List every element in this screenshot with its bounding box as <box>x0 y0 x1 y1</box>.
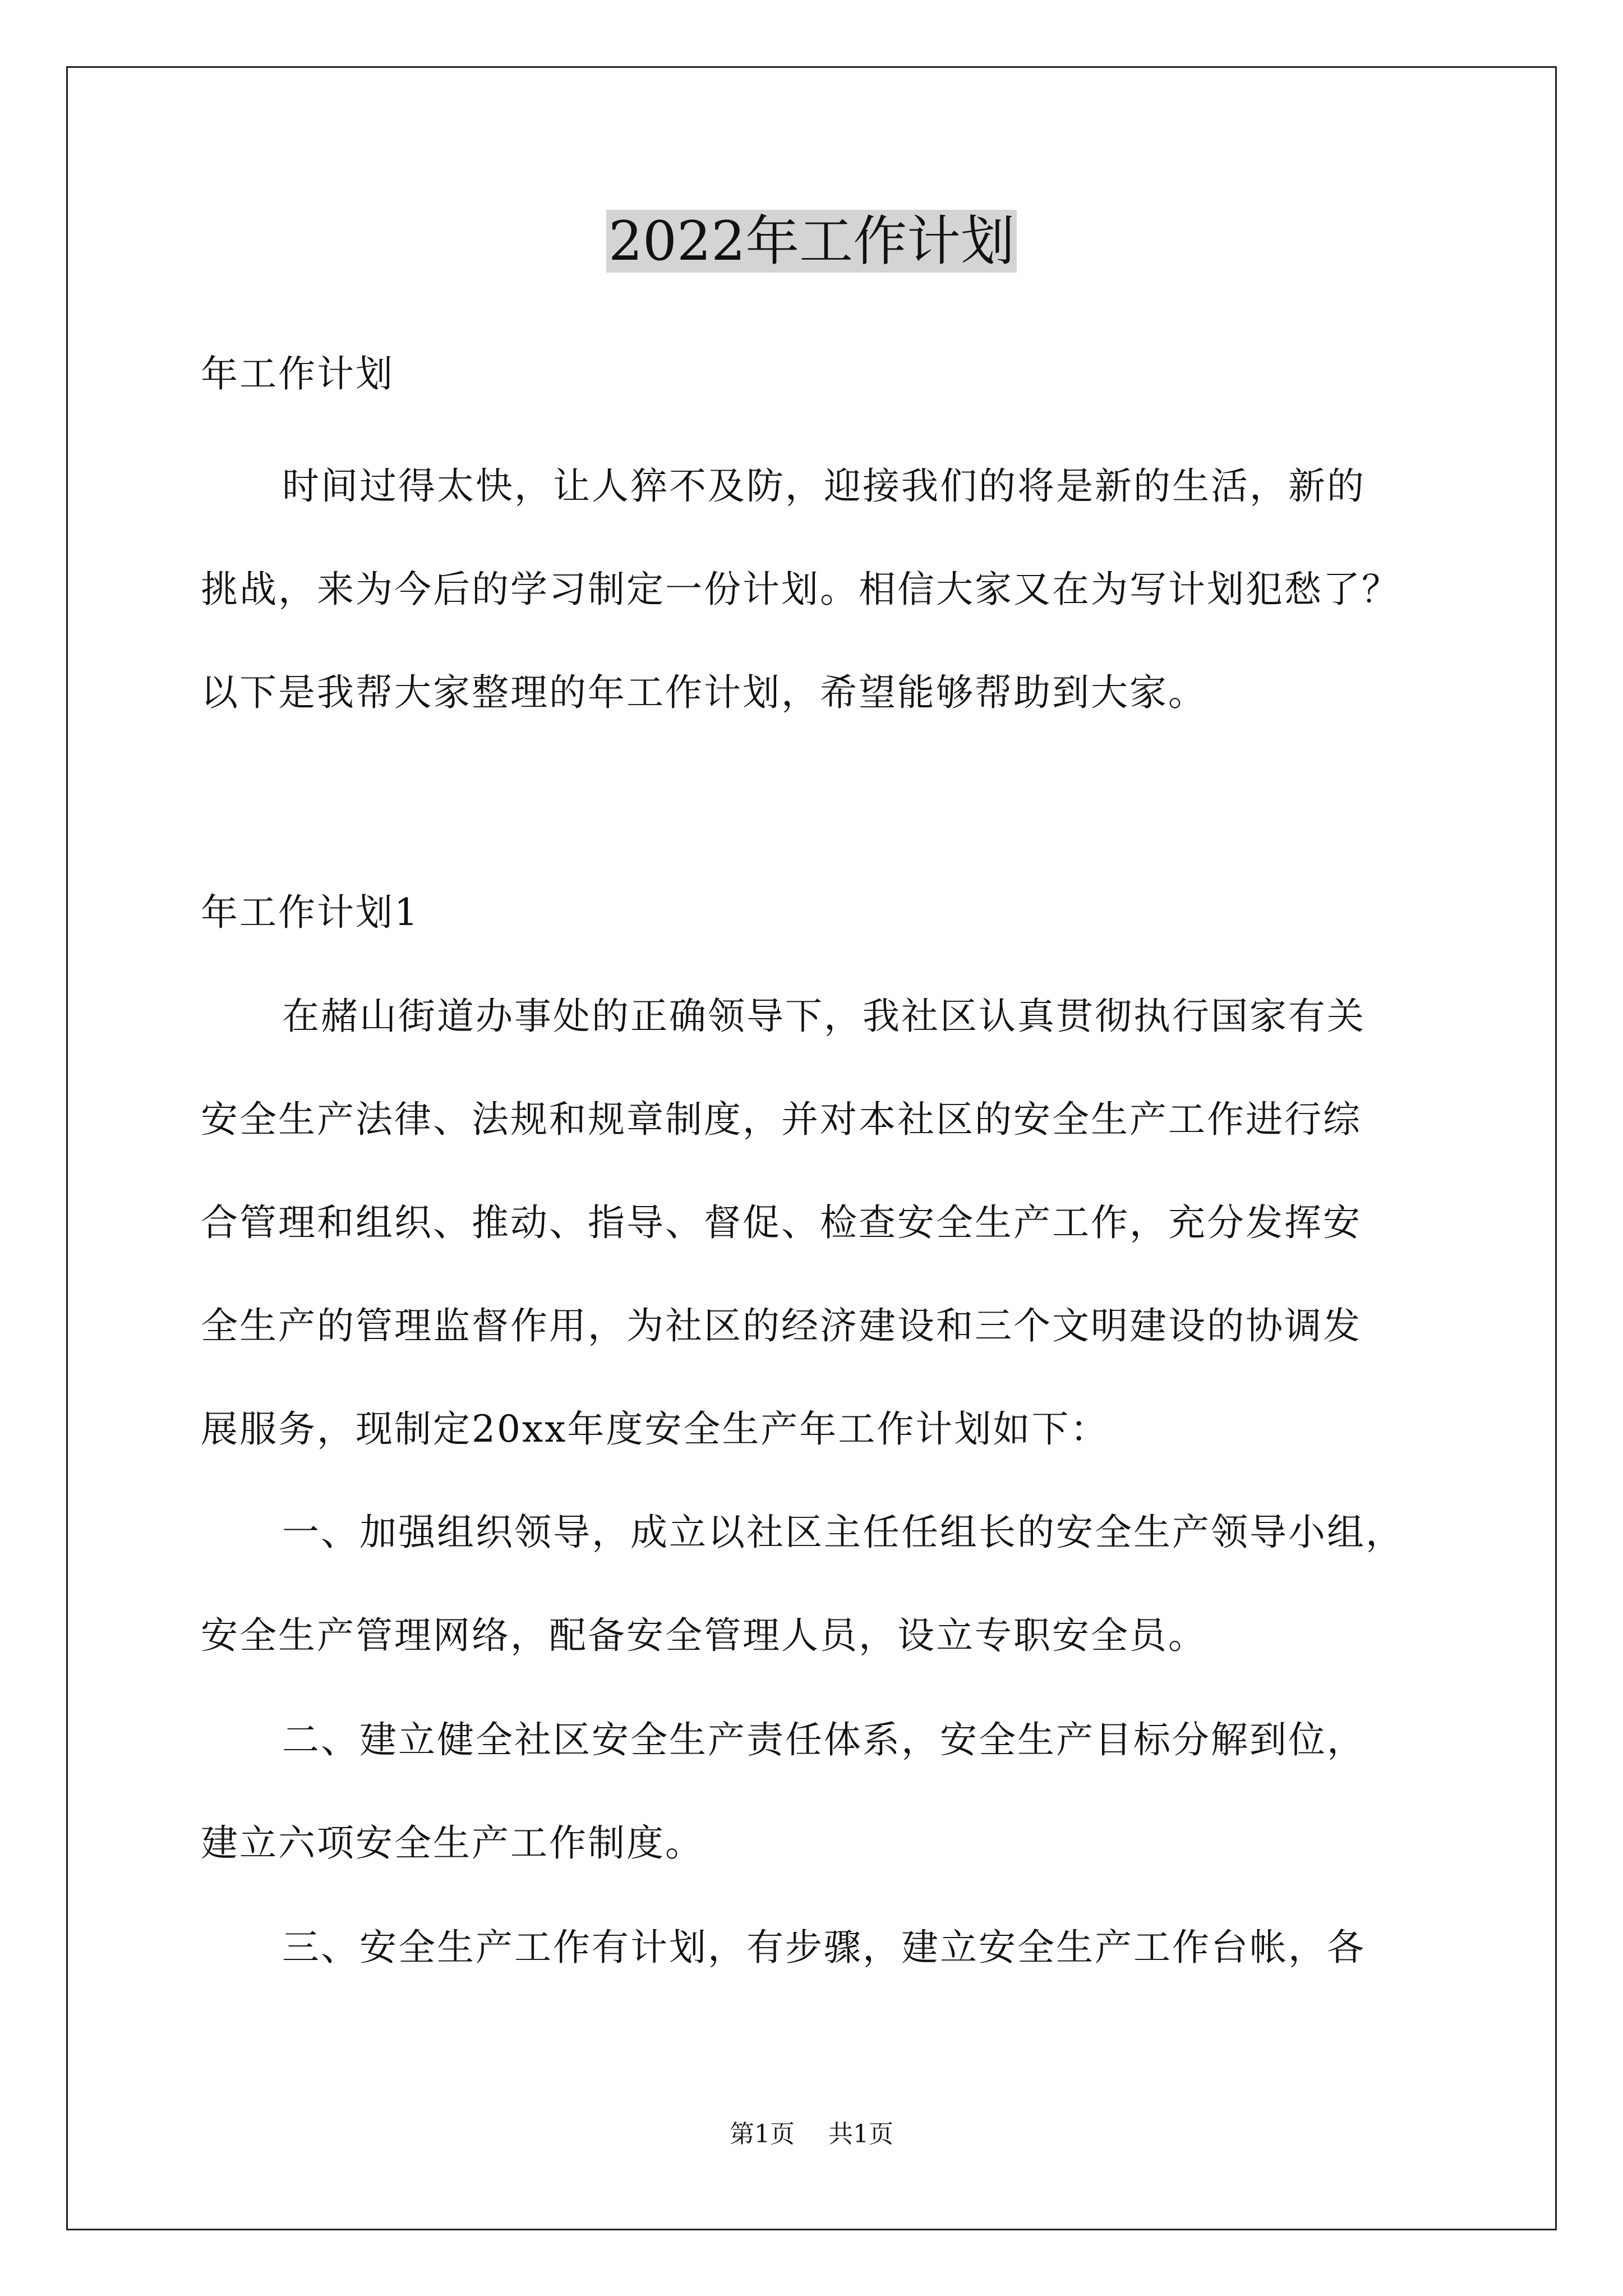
intro-paragraph: 时间过得太快，让人猝不及防，迎接我们的将是新的生活，新的 挑战，来为今后的学习制定一份计划。相信大家又在为写计划犯愁了？ 以下是我帮大家整理的年工作计划，希望能够帮助到大家。 <box>201 464 1400 714</box>
page-footer <box>0 2118 1623 2151</box>
list-item-1: 一、加强组织领导，成立以社区主任任组长的安全生产领导小组， 安全生产管理网络，配备安全管理人员，设立专职安全员。 <box>201 1511 1404 1657</box>
page-number: 第1页 <box>730 2120 795 2148</box>
list-item-2: 二、建立健全社区安全生产责任体系，安全生产目标分解到位， 建立六项安全生产工作制度。 <box>201 1718 1366 1865</box>
document-title: 2022年工作计划 <box>0 202 1623 280</box>
body-paragraph: 在赭山街道办事处的正确领导下，我社区认真贯彻执行国家有关 安全生产法律、法规和规章制度，并对本社区的安全生产工作进行综 合管理和组织、推动、指导、督促、检查安全生产工作，充分发挥安 全生产的管理监督作用，为社区的经济建设和三个文明建设的协调发 展服务，现制定20xx年度安全生产年工作计划如下： <box>201 995 1366 1451</box>
section-heading-1: 年工作计划1 <box>201 891 419 934</box>
list-item-3: 三、安全生产工作有计划，有步骤，建立安全生产工作台帐，各 <box>282 1926 1366 1969</box>
section-heading: 年工作计划 <box>201 352 394 395</box>
page-total: 共1页 <box>828 2120 893 2148</box>
